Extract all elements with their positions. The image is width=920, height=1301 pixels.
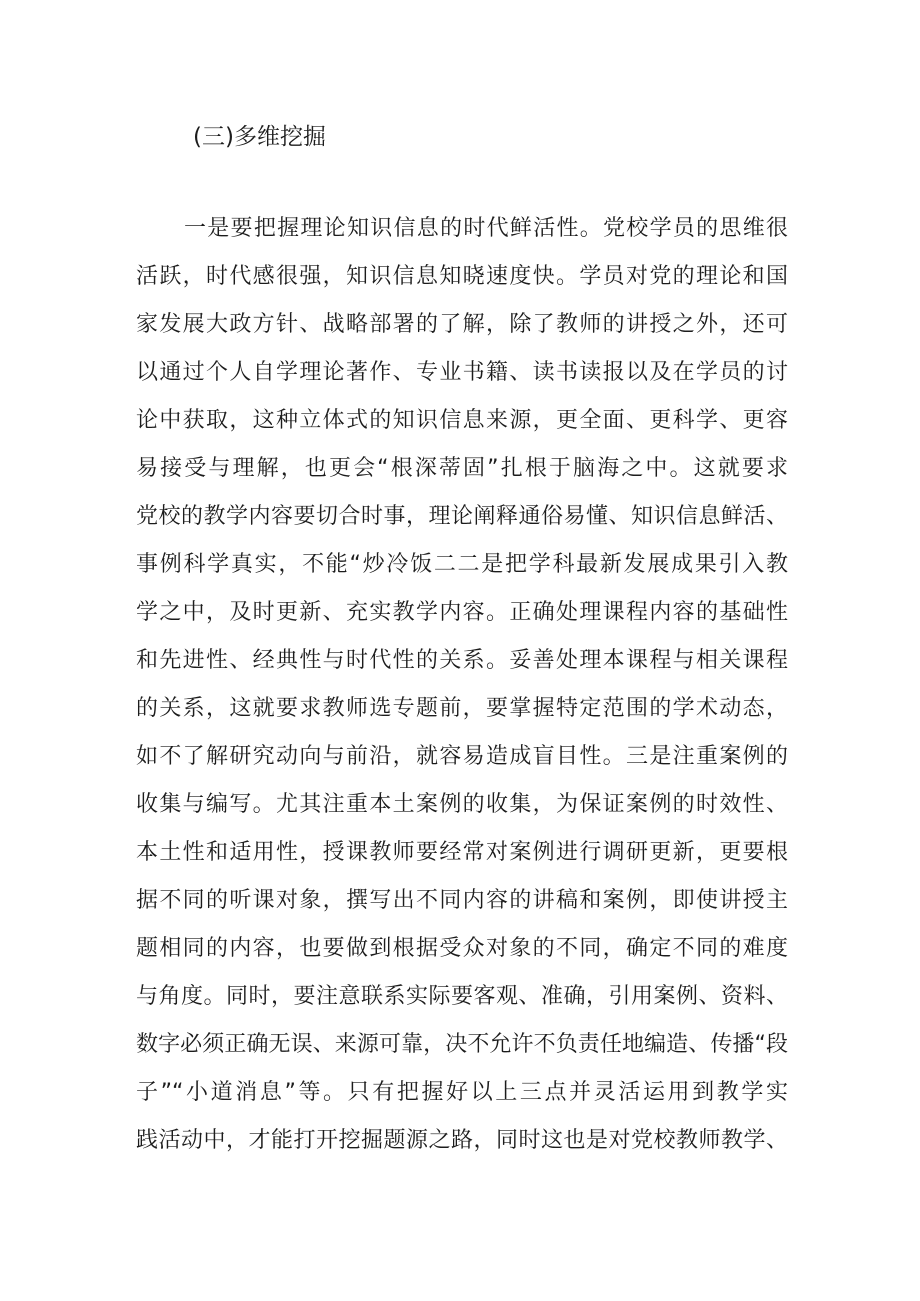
paragraph-line: 事例科学真实，不能“炒冷饭二二是把学科最新发展成果引入教 [136, 552, 788, 577]
paragraph-line: 易接受与理解，也更会“根深蒂固”扎根于脑海之中。这就要求 [136, 456, 788, 481]
paragraph-line: 据不同的听课对象，撰写出不同内容的讲稿和案例，即使讲授主 [136, 888, 788, 913]
paragraph-line: 论中获取，这种立体式的知识信息来源，更全面、更科学、更容 [136, 408, 788, 433]
paragraph-line: 以通过个人自学理论著作、专业书籍、读书读报以及在学员的讨 [136, 360, 788, 385]
section-heading: (三)多维挖掘 [193, 124, 326, 150]
paragraph-line: 如不了解研究动向与前沿，就容易造成盲目性。三是注重案例的 [136, 744, 788, 769]
paragraph-line: 子”“小道消息”等。只有把握好以上三点并灵活运用到教学实 [136, 1080, 788, 1105]
paragraph-line: 践活动中，才能打开挖掘题源之路，同时这也是对党校教师教学、 [136, 1128, 788, 1153]
paragraph-line: 党校的教学内容要切合时事，理论阐释通俗易懂、知识信息鲜活、 [136, 504, 788, 529]
paragraph-line: 收集与编写。尤其注重本土案例的收集，为保证案例的时效性、 [136, 792, 788, 817]
paragraph-line: 与角度。同时，要注意联系实际要客观、准确，引用案例、资料、 [136, 984, 788, 1009]
paragraph-line: 家发展大政方针、战略部署的了解，除了教师的讲授之外，还可 [136, 312, 788, 337]
paragraph-line: 的关系，这就要求教师选专题前，要掌握特定范围的学术动态， [136, 696, 788, 721]
paragraph-line: 学之中，及时更新、充实教学内容。正确处理课程内容的基础性 [136, 600, 788, 625]
paragraph-line: 题相同的内容，也要做到根据受众对象的不同，确定不同的难度 [136, 936, 788, 961]
paragraph-line: 本土性和适用性，授课教师要经常对案例进行调研更新，更要根 [136, 840, 788, 865]
paragraph-line: 一是要把握理论知识信息的时代鲜活性。党校学员的思维很 [184, 216, 788, 241]
paragraph-line: 和先进性、经典性与时代性的关系。妥善处理本课程与相关课程 [136, 648, 788, 673]
paragraph-line: 活跃，时代感很强，知识信息知晓速度快。学员对党的理论和国 [136, 264, 788, 289]
paragraph-line: 数字必须正确无误、来源可靠，决不允许不负责任地编造、传播“段 [136, 1032, 788, 1057]
